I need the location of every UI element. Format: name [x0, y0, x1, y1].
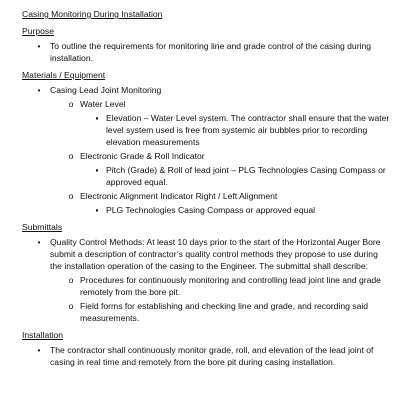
list-item [22, 40, 390, 64]
square-bullet-icon: ▪ [95, 113, 99, 123]
list-item [22, 164, 390, 188]
circle-bullet-icon: o [68, 151, 74, 161]
list-item [22, 98, 390, 110]
bullet-icon: • [37, 237, 41, 247]
purpose-list [22, 40, 390, 64]
circle-bullet-icon: o [68, 99, 74, 109]
submittals-item-text: Quality Control Methods: At least 10 days prior to the start of the Horizontal Auger Bore submit a description of contractor’s quality control methods they propose to use during the installation operation of the casing to the Engineer. The submittal shall describe: [50, 237, 381, 271]
materials-item-text: Casing Lead Joint Monitoring [50, 85, 162, 95]
circle-bullet-icon: o [68, 301, 74, 311]
list-item [22, 112, 390, 148]
list-item [22, 236, 390, 272]
alignment-text: Electronic Alignment Indicator Right / Left Alignment [80, 191, 278, 201]
circle-bullet-icon: o [68, 191, 74, 201]
list-item [22, 344, 390, 368]
purpose-text: To outline the requirements for monitoring line and grade control of the casing during installation. [50, 41, 372, 63]
installation-item-text: The contractor shall continuously monitor grade, roll, and elevation of the lead joint of casing in real time and remotely from the bore pit during casing installation. [50, 345, 374, 367]
water-level-detail-text: Elevation – Water Level system. The contractor shall ensure that the water level system used is free from systemic air bubbles prior to recording elevation measurements [106, 113, 390, 147]
list-item [22, 190, 390, 202]
alignment-detail-text: PLG Technologies Casing Compass or approved equal [106, 205, 316, 215]
bullet-icon: • [37, 345, 41, 355]
submittals-list [22, 236, 390, 324]
grade-roll-detail-text: Pitch (Grade) & Roll of lead joint – PLG Technologies Casing Compass or approved equal. [106, 165, 386, 187]
submittals-heading: Submittals [22, 222, 63, 232]
list-item [22, 150, 390, 162]
document-title: Casing Monitoring During Installation [22, 9, 163, 19]
list-item [22, 84, 390, 96]
bullet-icon: • [37, 41, 41, 51]
bullet-icon: • [37, 85, 41, 95]
submittals-sub1-text: Procedures for continuously monitoring and controlling lead joint line and grade remotely from the bore pit. [80, 275, 381, 297]
list-item [22, 300, 390, 324]
list-item [22, 204, 390, 216]
grade-roll-text: Electronic Grade & Roll Indicator [80, 151, 205, 161]
installation-list [22, 344, 390, 368]
square-bullet-icon: ▪ [95, 165, 99, 175]
submittals-sub2-text: Field forms for establishing and checking line and grade, and recording said measurements. [80, 301, 369, 323]
materials-list [22, 84, 390, 216]
purpose-heading: Purpose [22, 26, 55, 36]
water-level-text: Water Level [80, 99, 126, 109]
list-item [22, 274, 390, 298]
square-bullet-icon: ▪ [95, 205, 99, 215]
installation-heading: Installation [22, 330, 64, 340]
circle-bullet-icon: o [68, 275, 74, 285]
materials-heading: Materials / Equipment [22, 70, 106, 80]
